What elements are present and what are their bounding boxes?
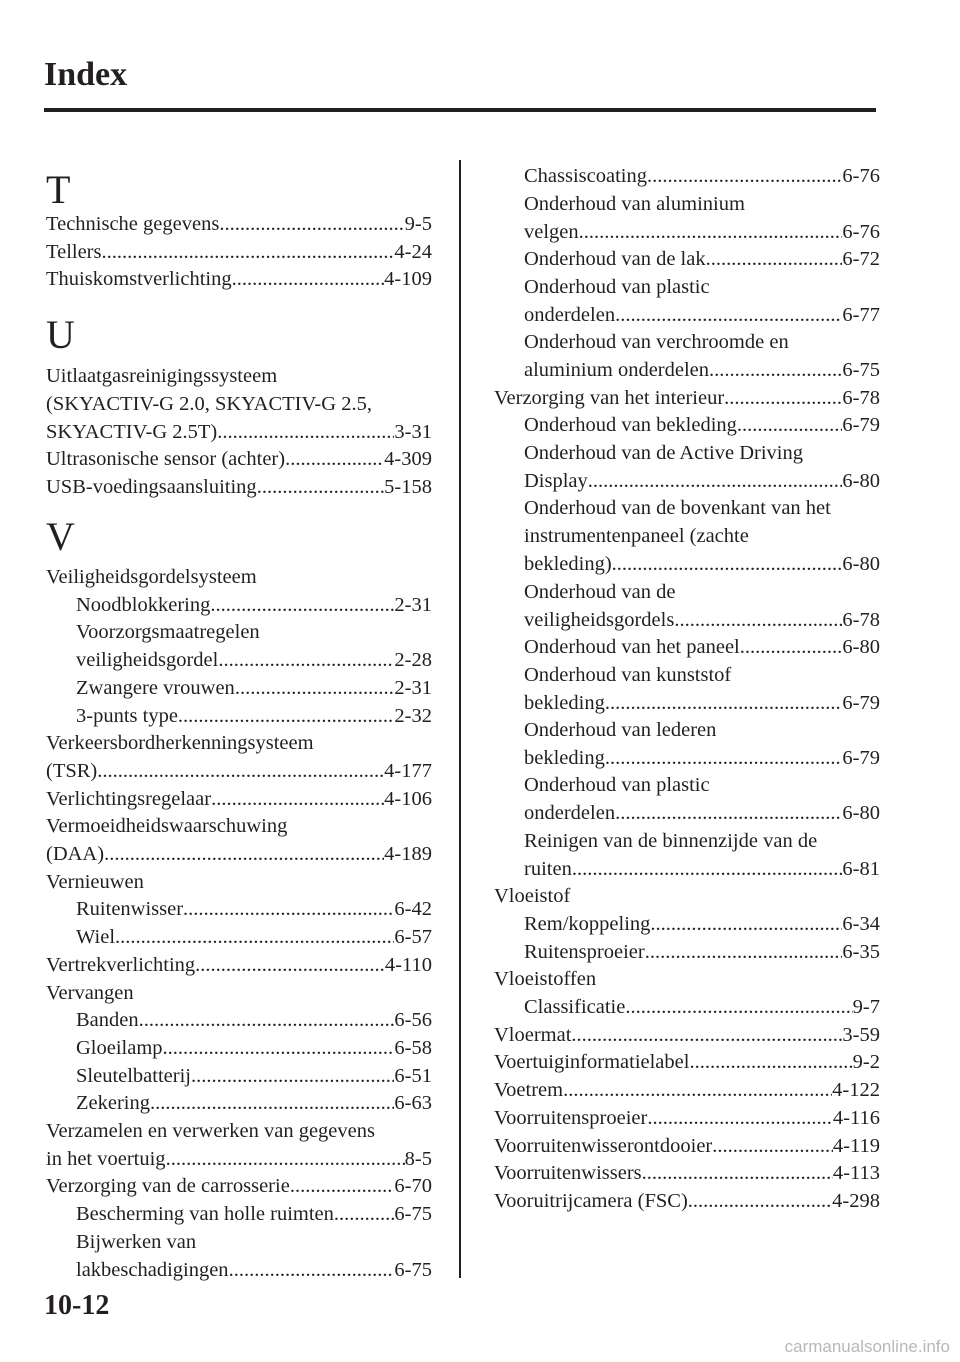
entry-text: onderdelen [524, 303, 616, 326]
watermark: carmanualsonline.info [784, 1337, 950, 1356]
entry-text: Onderhoud van bekleding [524, 414, 737, 437]
entry-text-line: Verkeersbordherkenningsysteem [46, 732, 314, 755]
index-subentry [524, 938, 880, 966]
page-reference: 2-31 [394, 676, 432, 699]
page-reference: 6-79 [842, 414, 880, 437]
column-divider [459, 160, 461, 1278]
page-reference: 4-309 [384, 448, 432, 471]
entry-text-line: Vernieuwen [46, 870, 144, 893]
page-reference: 6-77 [842, 303, 880, 326]
entry-text-line: Reinigen van de binnenzijde van de [524, 829, 818, 852]
entry-text: Ruitensproeier [524, 940, 645, 963]
page-reference: 6-78 [842, 608, 880, 631]
entry-text-line: instrumentenpaneel (zachte [524, 525, 749, 548]
index-entry [46, 473, 432, 501]
page-reference: 3-31 [394, 421, 432, 443]
page-reference: 2-31 [394, 593, 432, 616]
leader-dots [650, 910, 842, 938]
leader-dots [689, 1048, 852, 1076]
page-reference: 4-119 [832, 1134, 880, 1157]
leader-dots [706, 245, 843, 273]
leader-dots [163, 1034, 395, 1062]
leader-dots [737, 411, 843, 439]
entry-text: Verzorging van het interieur [494, 386, 725, 409]
entry-text: veiligheidsgordels [524, 608, 675, 631]
entry-text-line: Vloeistof [494, 885, 571, 908]
index-entry [494, 1132, 880, 1160]
entry-text: lakbeschadigingen [76, 1258, 229, 1281]
entry-text: Voorruitensproeier [494, 1106, 648, 1129]
index-subentry [76, 674, 432, 702]
page-reference: 4-298 [832, 1189, 880, 1212]
entry-text-line: Uitlaatgasreinigingssysteem [46, 365, 278, 387]
leader-dots [588, 467, 843, 495]
page-reference: 4-177 [384, 760, 432, 783]
leader-dots [605, 744, 843, 772]
leader-dots [571, 1021, 842, 1049]
page-reference: 6-34 [842, 912, 880, 935]
entry-text: Vooruitrijcamera (FSC) [494, 1189, 688, 1212]
leader-dots [285, 445, 384, 473]
page-reference: 2-32 [394, 704, 432, 727]
leader-dots [625, 993, 852, 1021]
index-subentry [524, 494, 880, 578]
page-reference: 6-70 [394, 1175, 432, 1198]
entry-text: bekleding [524, 691, 605, 714]
index-entry [494, 965, 880, 993]
page-reference: 6-63 [394, 1092, 432, 1115]
entry-text: Noodblokkering [76, 593, 211, 616]
entry-text: Ruitenwisser [76, 898, 184, 921]
entry-text-line: Onderhoud van kunststof [524, 663, 732, 686]
page-reference: 6-80 [842, 802, 880, 825]
index-subentry [524, 328, 880, 384]
page-reference: 6-58 [394, 1036, 432, 1059]
entry-text-line: Onderhoud van de [524, 580, 676, 603]
entry-text: Wiel [76, 926, 116, 949]
entry-text: Verzorging van de carrosserie [46, 1175, 290, 1198]
entry-text-line: Onderhoud van plastic [524, 774, 710, 797]
leader-dots [139, 1006, 395, 1034]
leader-dots [605, 689, 843, 717]
entry-text-line: Veiligheidsgordelsysteem [46, 566, 257, 588]
page-reference: 6-80 [842, 635, 880, 658]
page-reference: 6-79 [842, 691, 880, 714]
entry-text-line: Vloeistoffen [494, 968, 597, 991]
entry-text-line: Onderhoud van lederen [524, 719, 717, 741]
leader-dots [97, 757, 384, 785]
index-subentry [524, 993, 880, 1021]
entry-text: Zwangere vrouwen [76, 676, 235, 699]
index-entry [46, 785, 432, 813]
leader-dots [211, 785, 384, 813]
entry-text-line: Bijwerken van [76, 1230, 197, 1253]
entry-text: 3-punts type [76, 704, 178, 727]
leader-dots [178, 702, 395, 730]
leader-dots [115, 923, 394, 951]
index-subentry [524, 910, 880, 938]
entry-text: Verlichtingsregelaar [46, 787, 212, 810]
index-subentry [524, 162, 880, 190]
entry-text-line: Onderhoud van plastic [524, 275, 710, 298]
index-entry [494, 384, 880, 412]
page-reference: 6-56 [394, 1009, 432, 1032]
entry-text: onderdelen [524, 802, 616, 825]
leader-dots [740, 633, 843, 661]
entry-text-line: Verzamelen en verwerken van gegevens [46, 1120, 375, 1142]
index-subentry [76, 702, 432, 730]
index-entry [46, 445, 432, 473]
page-reference: 6-81 [842, 857, 880, 880]
index-subentry [76, 1034, 432, 1062]
entry-text: Technische gegevens [46, 213, 220, 235]
page-reference: 4-110 [384, 953, 432, 976]
page-reference: 6-75 [394, 1258, 432, 1281]
entry-text: Display [524, 470, 588, 492]
leader-dots [183, 895, 394, 923]
entry-text: Banden [76, 1009, 139, 1032]
leader-dots [218, 646, 394, 674]
leader-dots [290, 1172, 395, 1200]
entry-text: bekleding [524, 747, 605, 769]
entry-text: Voetrem [494, 1079, 564, 1102]
index-subentry [524, 273, 880, 329]
section-letter: U [46, 312, 75, 357]
leader-dots [674, 606, 842, 634]
entry-text: Vertrekverlichting [46, 953, 196, 976]
entry-text-line: Onderhoud van de bovenkant van het [524, 497, 831, 520]
leader-dots [150, 1089, 394, 1117]
entry-text: Gloeilamp [76, 1036, 163, 1059]
page-reference: 4-122 [832, 1079, 880, 1102]
page-reference: 4-189 [384, 843, 432, 866]
entry-text: Onderhoud van het paneel [524, 635, 740, 658]
index-entry [46, 265, 432, 293]
page-reference: 6-75 [394, 1203, 432, 1226]
leader-dots [232, 265, 385, 293]
entry-text-line: Vermoeidheidswaarschuwing [46, 815, 288, 838]
page-reference: 9-7 [852, 996, 880, 1018]
page-reference: 6-35 [842, 940, 880, 963]
index-subentry [76, 1062, 432, 1090]
index-subentry [76, 895, 432, 923]
index-subentry [524, 190, 880, 246]
leader-dots [217, 418, 394, 446]
index-subentry [76, 1006, 432, 1034]
entry-text: ruiten [524, 857, 572, 880]
page-reference: 6-79 [842, 747, 880, 769]
page-reference: 6-76 [842, 165, 880, 187]
page-reference: 6-75 [842, 359, 880, 382]
entry-text-line: Vervangen [46, 981, 134, 1004]
leader-dots [195, 951, 385, 979]
index-entry [46, 1117, 432, 1173]
index-subentry [76, 618, 432, 674]
leader-dots [647, 1104, 833, 1132]
leader-dots [229, 1256, 395, 1284]
page-reference: 6-57 [394, 926, 432, 949]
page-reference: 6-72 [842, 248, 880, 271]
leader-dots [615, 799, 842, 827]
index-entry [494, 1048, 880, 1076]
header-rule [44, 108, 876, 112]
entry-text: bekleding) [524, 553, 612, 576]
leader-dots [334, 1200, 395, 1228]
entry-text: Tellers [46, 240, 102, 263]
entry-text: Voertuiginformatielabel [494, 1051, 690, 1074]
page-reference: 8-5 [404, 1148, 432, 1170]
index-subentry [524, 411, 880, 439]
leader-dots [579, 218, 843, 246]
index-subentry [524, 661, 880, 717]
index-subentry [76, 1089, 432, 1117]
entry-text-line: (SKYACTIV-G 2.0, SKYACTIV-G 2.5, [46, 393, 372, 415]
leader-dots [615, 301, 842, 329]
entry-text: Vloermat [494, 1023, 572, 1046]
page-reference: 4-113 [832, 1162, 880, 1185]
leader-dots [712, 1132, 833, 1160]
index-subentry [524, 716, 880, 772]
entry-text-line: Voorzorgsmaatregelen [76, 621, 260, 644]
index-subentry [76, 1200, 432, 1228]
entry-text: Voorruitenwisserontdooier [494, 1134, 713, 1157]
index-entry [46, 812, 432, 868]
index-entry [494, 1187, 880, 1215]
index-subentry [524, 827, 880, 883]
entry-text-line: Onderhoud van de Active Driving [524, 442, 803, 464]
index-subentry [524, 439, 880, 495]
leader-dots [709, 356, 842, 384]
entry-text: Voorruitenwissers [494, 1162, 642, 1185]
entry-text-line: Onderhoud van aluminium [524, 192, 745, 215]
page-reference: 6-76 [842, 220, 880, 243]
index-entry [494, 1159, 880, 1187]
index-entry [46, 238, 432, 266]
index-entry [494, 1104, 880, 1132]
leader-dots [219, 210, 404, 238]
page-reference: 5-158 [384, 475, 432, 498]
page-reference: 9-2 [852, 1051, 880, 1074]
leader-dots [101, 238, 394, 266]
entry-text: Classificatie [524, 996, 626, 1018]
index-entry [494, 1076, 880, 1104]
page-reference: 2-28 [394, 649, 432, 672]
index-subentry [76, 1228, 432, 1284]
leader-dots [166, 1145, 405, 1173]
section-letter: T [46, 167, 71, 212]
index-entry [46, 979, 432, 1007]
page-number: 10-12 [44, 1290, 110, 1321]
entry-text: Onderhoud van de lak [524, 248, 706, 271]
entry-text: velgen [524, 220, 579, 243]
leader-dots [645, 938, 843, 966]
page-reference: 6-51 [394, 1064, 432, 1087]
leader-dots [724, 384, 842, 412]
index-entry [46, 210, 432, 238]
page-reference: 4-24 [394, 240, 432, 263]
page-reference: 6-42 [394, 898, 432, 921]
page-reference: 6-80 [842, 470, 880, 492]
page-reference: 4-106 [384, 787, 432, 810]
leader-dots [104, 840, 384, 868]
index-entry [46, 563, 432, 591]
index-subentry [76, 923, 432, 951]
index-subentry [76, 591, 432, 619]
leader-dots [572, 855, 843, 883]
index-entry [494, 1021, 880, 1049]
page-reference: 4-109 [384, 268, 432, 291]
page-header-title: Index [44, 56, 128, 93]
entry-text: Chassiscoating [524, 165, 647, 187]
entry-text: USB-voedingsaansluiting [46, 475, 257, 498]
page-reference: 3-59 [842, 1023, 880, 1046]
leader-dots [235, 674, 395, 702]
entry-text: SKYACTIV-G 2.5T) [46, 421, 218, 443]
page-reference: 6-78 [842, 386, 880, 409]
entry-text: Bescherming van holle ruimten [76, 1203, 334, 1226]
index-subentry [524, 245, 880, 273]
index-entry [46, 729, 432, 785]
index-subentry [524, 578, 880, 634]
index-entry [46, 868, 432, 896]
leader-dots [688, 1187, 832, 1215]
page-reference: 4-116 [832, 1106, 880, 1129]
entry-text: aluminium onderdelen [524, 359, 710, 382]
entry-text-line: Onderhoud van verchroomde en [524, 331, 789, 354]
entry-text: Ultrasonische sensor (achter) [46, 448, 286, 471]
entry-text: (DAA) [46, 843, 105, 866]
index-entry [46, 951, 432, 979]
leader-dots [257, 473, 384, 501]
entry-text: (TSR) [46, 760, 98, 783]
index-subentry [524, 633, 880, 661]
entry-text: Rem/koppeling [524, 912, 651, 935]
entry-text: in het voertuig [46, 1148, 166, 1170]
leader-dots [612, 550, 843, 578]
section-letter: V [46, 514, 75, 559]
index-entry [46, 1172, 432, 1200]
leader-dots [563, 1076, 832, 1104]
leader-dots [642, 1159, 833, 1187]
leader-dots [210, 591, 394, 619]
index-entry [494, 882, 880, 910]
entry-text: veiligheidsgordel [76, 649, 219, 672]
page-reference: 6-80 [842, 553, 880, 576]
index-entry [46, 362, 432, 446]
entry-text: Thuiskomstverlichting [46, 268, 232, 291]
entry-text: Zekering [76, 1092, 150, 1115]
entry-text: Sleutelbatterij [76, 1064, 191, 1087]
page-reference: 9-5 [404, 213, 432, 235]
leader-dots [647, 162, 842, 190]
leader-dots [191, 1062, 394, 1090]
index-subentry [524, 771, 880, 827]
